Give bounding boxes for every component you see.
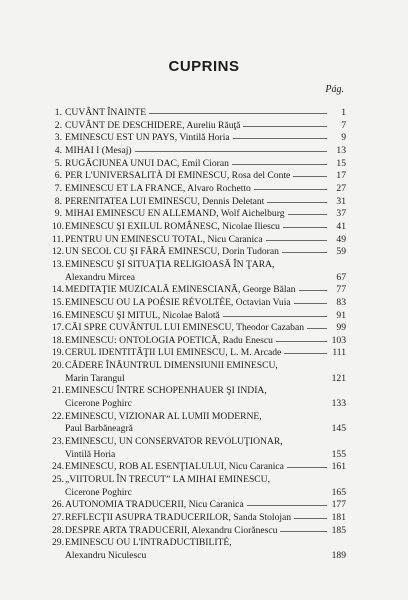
toc-entry-title: EMINESCU ŞI MITUL, Nicolae Balotă — [65, 309, 220, 321]
toc-entry-page: 27 — [336, 182, 346, 194]
toc-entry-title: EMINESCU ET LA FRANCE, Alvaro Rochetto — [65, 182, 251, 194]
toc-entry-title: PER L'UNIVERSALITÀ DI EMINESCU, Rosa del Conte — [65, 170, 291, 182]
toc-leader-line — [243, 126, 327, 127]
toc-entry-line — [52, 208, 346, 221]
toc-entry-author: Cicerone Poghirc — [65, 398, 132, 410]
toc-entry-line — [52, 360, 346, 373]
toc-entry-author: Vintilă Horia — [65, 448, 116, 460]
toc-leader-line — [232, 164, 327, 165]
toc-entry — [52, 196, 346, 209]
toc-entry-page: 9 — [341, 132, 346, 144]
toc-entry-page: 181 — [331, 512, 346, 523]
toc-entry-number: 4. — [54, 144, 62, 156]
toc-entry-line — [52, 158, 346, 171]
toc-entry — [52, 132, 346, 145]
toc-entry — [52, 246, 346, 259]
toc-entry-title: EMINESCU EST UN PAYS, Vintilă Horia — [65, 132, 230, 144]
toc-entry-page: 185 — [331, 524, 346, 536]
toc-entry — [52, 322, 346, 335]
toc-entry-line — [52, 259, 346, 272]
table-of-contents — [52, 107, 346, 563]
toc-leader-line — [233, 138, 327, 139]
page-title: CUPRINS — [168, 58, 240, 75]
toc-entry-page: 49 — [336, 233, 346, 245]
toc-entry-title: AUTONOMIA TRADUCERII, Nicu Caranica — [65, 499, 244, 511]
toc-entry — [52, 436, 346, 461]
toc-entry-line — [52, 461, 346, 474]
toc-leader-line — [282, 252, 327, 253]
toc-entry-number: 25. — [52, 474, 64, 486]
toc-entry-number: 3. — [54, 132, 62, 144]
toc-entry-title: RUGĂCIUNEA UNUI DAC, Emil Cioran — [65, 157, 229, 169]
toc-leader-line — [288, 214, 327, 215]
toc-entry-author: Marin Tarangul — [65, 372, 125, 384]
toc-entry-line — [52, 145, 346, 158]
toc-entry-title: DESPRE ARTA TRADUCERII, Alexandru Ciorănescu — [65, 524, 278, 536]
toc-entry-page: 67 — [336, 271, 346, 283]
toc-entry-line — [52, 474, 346, 487]
toc-entry-page: 165 — [331, 486, 346, 498]
toc-entry-page: 189 — [331, 549, 346, 561]
toc-entry-line — [52, 284, 346, 297]
toc-entry-page: 161 — [331, 461, 346, 473]
toc-entry — [52, 120, 346, 133]
toc-leader-line — [267, 202, 327, 203]
toc-entry-number: 19. — [52, 347, 64, 359]
toc-entry-page: 177 — [331, 499, 346, 511]
toc-entry — [52, 347, 346, 360]
toc-leader-line — [284, 353, 327, 354]
toc-entry — [52, 107, 346, 120]
toc-leader-line — [266, 240, 327, 241]
toc-entry — [52, 208, 346, 221]
toc-entry-line — [52, 170, 346, 183]
toc-entry-number: 20. — [52, 360, 64, 372]
toc-entry — [52, 474, 346, 499]
toc-entry-continuation-line — [52, 373, 346, 386]
toc-entry-number: 24. — [52, 461, 64, 473]
toc-entry-number: 5. — [54, 157, 62, 169]
toc-entry-number: 9. — [54, 208, 62, 220]
toc-entry-number: 21. — [52, 385, 64, 397]
toc-entry-number: 12. — [52, 246, 64, 258]
toc-entry-author: Alexandru Niculescu — [65, 549, 147, 561]
toc-entry — [52, 499, 346, 512]
toc-entry-title: CĂI SPRE CUVÂNTUL LUI EMINESCU, Theodor Cazaban — [65, 322, 305, 334]
toc-entry-title: „VIITORUL ÎN TRECUT” LA MIHAI EMINESCU, — [65, 474, 271, 486]
toc-entry-line — [52, 297, 346, 310]
toc-entry-page: 31 — [336, 195, 346, 207]
toc-entry-continuation-line — [52, 487, 346, 500]
toc-entry — [52, 183, 346, 196]
toc-entry-number: 29. — [52, 537, 64, 549]
toc-entry-number: 22. — [52, 410, 64, 422]
toc-leader-line — [294, 303, 327, 304]
toc-leader-line — [287, 467, 327, 468]
toc-entry-line — [52, 107, 346, 120]
toc-entry — [52, 259, 346, 284]
toc-entry-page: 91 — [336, 309, 346, 321]
toc-entry-title: CUVÂNT DE DESCHIDERE, Aureliu Răuţă — [65, 119, 241, 131]
toc-entry-page: 155 — [331, 448, 346, 460]
toc-entry-page: 121 — [331, 372, 346, 384]
toc-entry-number: 14. — [52, 284, 64, 296]
toc-entry-continuation-line — [52, 449, 346, 462]
toc-entry-author: Alexandru Mircea — [65, 271, 136, 283]
toc-entry-page: 41 — [336, 220, 346, 232]
toc-entry-continuation-line — [52, 272, 346, 285]
toc-entry-number: 6. — [54, 170, 62, 182]
toc-entry-page: 15 — [336, 157, 346, 169]
toc-entry — [52, 512, 346, 525]
toc-entry-number: 1. — [54, 107, 62, 118]
toc-entry-number: 16. — [52, 309, 64, 321]
toc-entry-title: EMINESCU OU L'INTRADUCTIBILITÉ, — [65, 537, 232, 549]
toc-entry-page: 59 — [336, 246, 346, 258]
toc-entry-line — [52, 183, 346, 196]
toc-leader-line — [254, 189, 327, 190]
toc-leader-line — [293, 176, 327, 177]
toc-entry-number: 28. — [52, 524, 64, 536]
toc-entry-line — [52, 132, 346, 145]
toc-entry-number: 27. — [52, 512, 64, 523]
toc-entry-page: 111 — [332, 347, 346, 359]
toc-entry-title: REFLECŢII ASUPRA TRADUCERILOR, Sanda Stolojan — [65, 512, 292, 523]
toc-entry-page: 145 — [331, 423, 346, 435]
toc-entry-number: 23. — [52, 436, 64, 448]
toc-entry-title: EMINESCU, ROB AL ESENŢIALULUI, Nicu Caranica — [65, 461, 284, 473]
toc-entry-title: EMINESCU, VIZIONAR AL LUMII MODERNE, — [65, 410, 262, 422]
toc-entry — [52, 360, 346, 385]
toc-entry-line — [52, 310, 346, 323]
toc-entry-author: Paul Barbăneagră — [65, 423, 133, 435]
toc-entry-number: 26. — [52, 499, 64, 511]
toc-entry-title: PENTRU UN EMINESCU TOTAL, Nicu Caranica — [65, 233, 263, 245]
toc-entry-line — [52, 221, 346, 234]
page-column-label: Pág. — [325, 84, 344, 95]
toc-entry-line — [52, 196, 346, 209]
toc-entry-line — [52, 411, 346, 424]
toc-entry-line — [52, 499, 346, 512]
toc-entry-page: 133 — [331, 398, 346, 410]
toc-entry — [52, 525, 346, 538]
toc-entry-number: 18. — [52, 334, 64, 346]
toc-entry-title: CUVÂNT ÎNAINTE — [65, 107, 147, 118]
toc-entry-page: 37 — [336, 208, 346, 220]
toc-entry — [52, 537, 346, 562]
toc-leader-line — [149, 113, 327, 114]
toc-entry-page: 77 — [336, 284, 346, 296]
toc-entry-title: EMINESCU ŞI EXILUL ROMÂNESC, Nicolae Iliescu — [65, 220, 280, 232]
toc-entry — [52, 234, 346, 247]
toc-entry — [52, 170, 346, 183]
toc-entry-line — [52, 335, 346, 348]
toc-entry-page: 103 — [331, 334, 346, 346]
toc-entry-page: 1 — [341, 107, 346, 118]
toc-entry-title: CERUL IDENTITĂŢII LUI EMINESCU, L. M. Arcade — [65, 347, 282, 359]
toc-leader-line — [247, 505, 327, 506]
toc-entry-page: 7 — [341, 119, 346, 131]
toc-leader-line — [280, 531, 327, 532]
toc-entry-line — [52, 512, 346, 525]
toc-entry-line — [52, 322, 346, 335]
toc-entry — [52, 158, 346, 171]
toc-entry-page: 99 — [336, 322, 346, 334]
toc-entry-title: MIHAI I (Mesaj) — [65, 144, 132, 156]
toc-entry-title: EMINESCU, UN CONSERVATOR REVOLUŢIONAR, — [65, 436, 283, 448]
toc-entry-line — [52, 525, 346, 538]
toc-entry-number: 2. — [54, 119, 62, 131]
toc-leader-line — [223, 316, 327, 317]
toc-entry-title: UN SECOL CU ŞI FĂRĂ EMINESCU, Dorin Tudoran — [65, 246, 279, 258]
toc-leader-line — [276, 341, 327, 342]
toc-leader-line — [307, 328, 327, 329]
toc-entry-title: EMINESCU ÎNTRE SCHOPENHAUER ŞI INDIA, — [65, 385, 267, 397]
toc-entry-line — [52, 385, 346, 398]
toc-entry — [52, 221, 346, 234]
toc-entry-title: EMINESCU OU LA POÉSIE RÉVOLTÉE, Octavian Vuia — [65, 296, 291, 308]
toc-entry — [52, 297, 346, 310]
toc-entry-number: 7. — [54, 182, 62, 194]
toc-leader-line — [299, 290, 327, 291]
toc-entry-title: MIHAI EMINESCU EN ALLEMAND, Wolf Aichelburg — [65, 208, 285, 220]
toc-entry-line — [52, 347, 346, 360]
toc-entry-number: 15. — [52, 296, 64, 308]
toc-entry-number: 11. — [52, 233, 64, 245]
toc-entry — [52, 145, 346, 158]
toc-entry-number: 10. — [52, 220, 64, 232]
toc-entry-title: MEDITAŢIE MUZICALĂ EMINESCIANĂ, George Bălan — [65, 284, 296, 296]
toc-entry-continuation-line — [52, 398, 346, 411]
toc-entry-line — [52, 234, 346, 247]
toc-entry-page: 17 — [336, 170, 346, 182]
toc-entry — [52, 461, 346, 474]
toc-entry-line — [52, 436, 346, 449]
toc-entry-number: 8. — [54, 195, 62, 207]
toc-entry — [52, 385, 346, 410]
toc-entry — [52, 335, 346, 348]
toc-entry-title: EMINESCU: ONTOLOGIA POETICĂ, Radu Enescu — [65, 334, 273, 346]
toc-entry — [52, 411, 346, 436]
toc-entry-page: 83 — [336, 296, 346, 308]
toc-leader-line — [294, 518, 327, 519]
toc-entry-line — [52, 537, 346, 550]
toc-leader-line — [283, 227, 327, 228]
toc-entry-title: CĂDERE ÎNĂUNTRUL DIMENSIUNII EMINESCU, — [65, 360, 278, 372]
toc-entry-line — [52, 120, 346, 133]
toc-entry-continuation-line — [52, 423, 346, 436]
toc-entry-number: 13. — [52, 258, 64, 270]
toc-entry-title: PERENITATEA LUI EMINESCU, Dennis Deletant — [65, 195, 265, 207]
toc-entry — [52, 284, 346, 297]
toc-entry-title: EMINESCU ŞI SITUAŢIA RELIGIOASĂ ÎN ŢARA, — [65, 258, 275, 270]
toc-entry-continuation-line — [52, 550, 346, 563]
toc-entry-page: 13 — [336, 144, 346, 156]
toc-entry-line — [52, 246, 346, 259]
toc-entry-number: 17. — [52, 322, 64, 334]
toc-entry-author: Cicerone Poghirc — [65, 486, 132, 498]
toc-entry — [52, 310, 346, 323]
toc-leader-line — [135, 151, 327, 152]
